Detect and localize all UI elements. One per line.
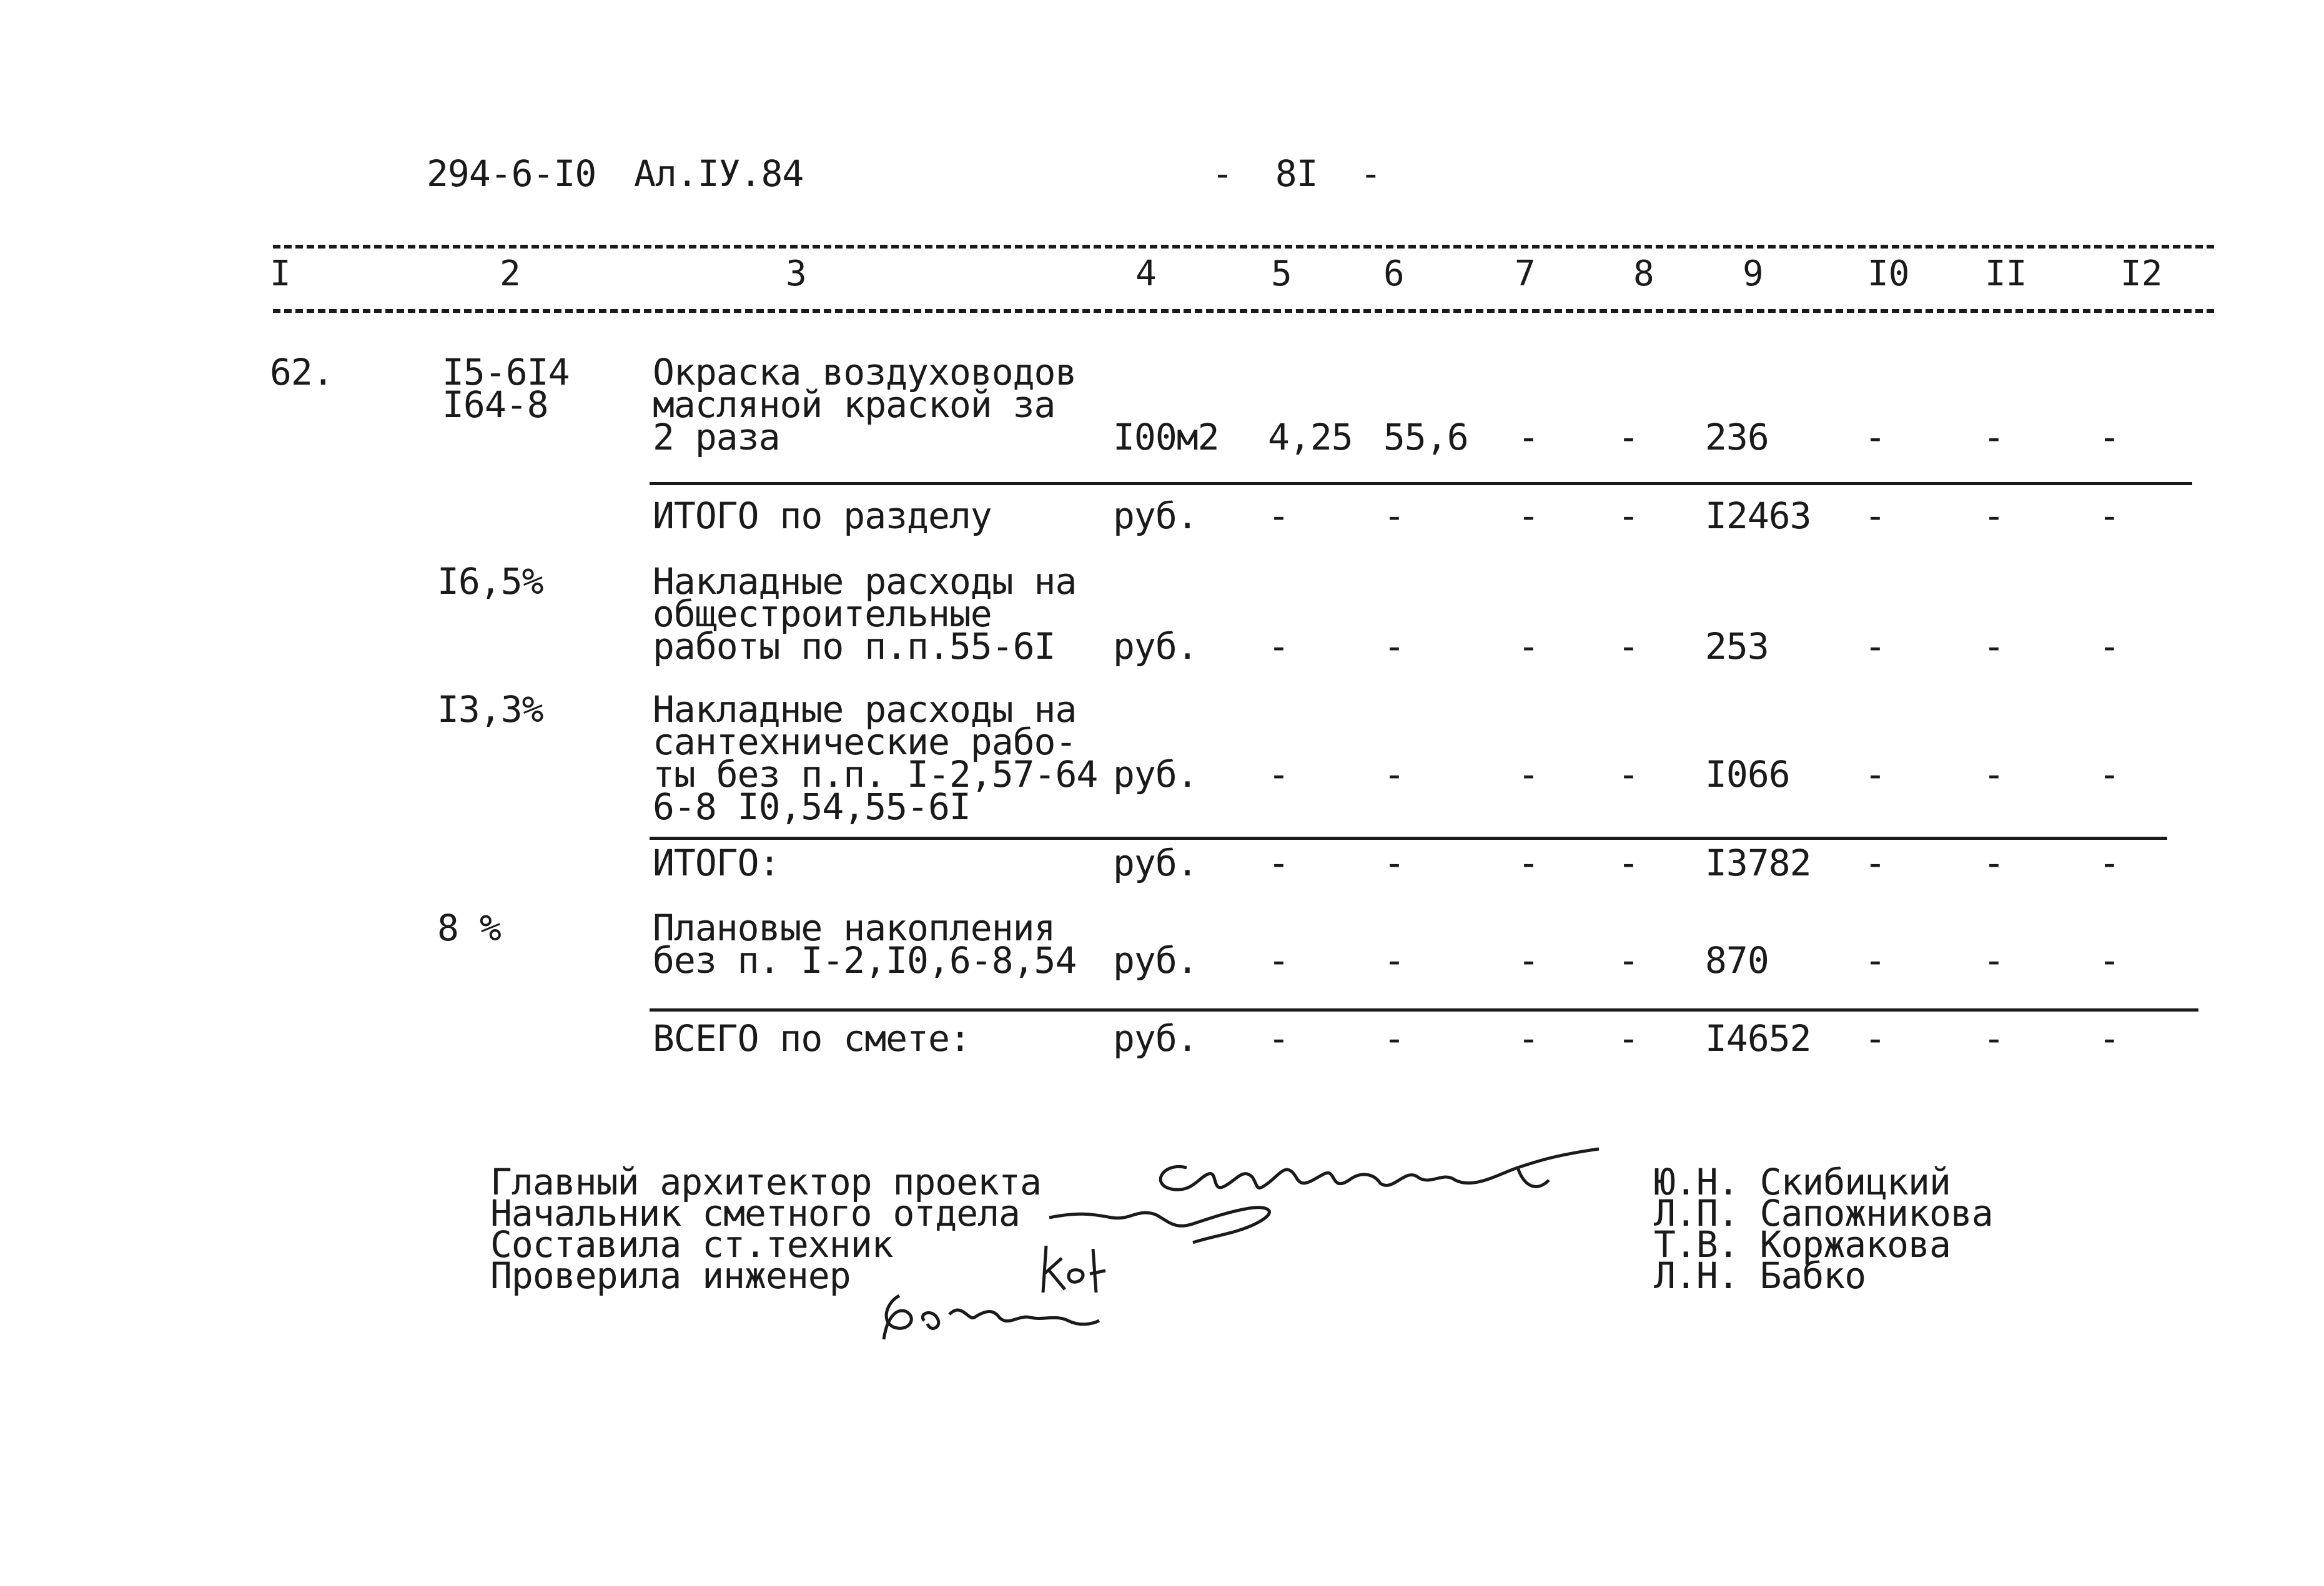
cell-12: - (2099, 416, 2120, 458)
signer-name: Л.П. Сапожникова (1654, 1192, 1993, 1234)
cell-11: - (1983, 939, 2004, 982)
cell-12: - (2099, 495, 2120, 537)
album-number: Ал.IУ.84 (634, 152, 804, 195)
cell-12: - (2099, 939, 2120, 982)
cell-8: - (1618, 753, 1639, 795)
cell-5: - (1268, 842, 1289, 884)
cell-10: - (1864, 625, 1886, 667)
cell-7: - (1518, 1017, 1539, 1060)
cell-12: - (2099, 1017, 2120, 1060)
work-description: Накладные расходы на общестроительные работы по п.п.55-6I (653, 560, 1077, 667)
cell-5: - (1268, 1017, 1289, 1060)
column-header: 8 (1633, 254, 1654, 294)
cell-6: - (1383, 625, 1405, 667)
unit: руб. (1113, 939, 1198, 982)
cell-7: - (1518, 416, 1539, 458)
cell-5: - (1268, 939, 1289, 982)
cell-8: - (1618, 416, 1639, 458)
cell-8: - (1618, 1017, 1639, 1060)
signer-name: Ю.Н. Скибицкий (1654, 1161, 1951, 1203)
cell-6: - (1383, 495, 1405, 537)
total-cost: I4652 (1705, 1017, 1811, 1060)
column-header: I2 (2120, 254, 2163, 294)
document-code: 294-6-I0 (427, 152, 596, 195)
unit: I00м2 (1113, 416, 1219, 458)
cell-11: - (1983, 416, 2004, 458)
row-number: 62. (270, 351, 334, 393)
column-header: 7 (1515, 254, 1536, 294)
cell-5: - (1268, 495, 1289, 537)
signer-role: Составила ст.техник (490, 1223, 893, 1266)
cell-8: - (1618, 495, 1639, 537)
column-header: II (1985, 254, 2027, 294)
total-cost: I3782 (1705, 842, 1811, 884)
total-cost: 870 (1705, 939, 1769, 982)
work-description: ВСЕГО по смете: (653, 1017, 971, 1060)
cell-7: - (1518, 842, 1539, 884)
unit: руб. (1113, 842, 1198, 884)
work-description: ИТОГО: (653, 842, 780, 884)
table-header-bottom-rule (273, 309, 2214, 313)
cell-5: - (1268, 625, 1289, 667)
cell-8: - (1618, 939, 1639, 982)
cell-11: - (1983, 842, 2004, 884)
cell-8: - (1618, 842, 1639, 884)
column-header: 4 (1135, 254, 1157, 294)
work-description: Плановые накопления без п. I-2,I0,6-8,54 (653, 907, 1077, 982)
unit-cost: 55,6 (1383, 416, 1468, 458)
signer-role: Главный архитектор проекта (490, 1161, 1041, 1203)
section-rule (650, 837, 2167, 840)
total-cost: 253 (1705, 625, 1769, 667)
cell-6: - (1383, 1017, 1405, 1060)
column-header: I0 (1867, 254, 1910, 294)
page-number: - 8I - (1212, 152, 1382, 195)
total-cost: I2463 (1705, 495, 1811, 537)
total-cost: 236 (1705, 416, 1769, 458)
column-header: 5 (1271, 254, 1292, 294)
cell-7: - (1518, 625, 1539, 667)
column-header: 3 (786, 254, 807, 294)
signer-role: Проверила инженер (490, 1254, 851, 1297)
cell-5: - (1268, 753, 1289, 795)
cell-8: - (1618, 625, 1639, 667)
cell-10: - (1864, 1017, 1886, 1060)
cell-12: - (2099, 842, 2120, 884)
unit: руб. (1113, 625, 1198, 667)
cell-10: - (1864, 842, 1886, 884)
work-description: ИТОГО по разделу (653, 495, 992, 537)
cell-10: - (1864, 753, 1886, 795)
column-header: 2 (500, 254, 521, 294)
column-header: 9 (1743, 254, 1764, 294)
signer-role: Начальник сметного отдела (490, 1192, 1020, 1234)
rate: 8 % (437, 907, 501, 949)
cell-10: - (1864, 416, 1886, 458)
column-header: 6 (1383, 254, 1405, 294)
unit: руб. (1113, 1017, 1198, 1060)
section-rule (650, 1008, 2198, 1012)
total-cost: I066 (1705, 753, 1790, 795)
cell-11: - (1983, 753, 2004, 795)
cell-6: - (1383, 753, 1405, 795)
cell-7: - (1518, 495, 1539, 537)
cell-10: - (1864, 495, 1886, 537)
column-header: I (270, 254, 291, 294)
table-top-rule (273, 245, 2214, 249)
norm-code: I5-6I4 I64-8 (442, 351, 570, 426)
signer-name: Т.В. Коржакова (1654, 1223, 1951, 1266)
rate: I6,5% (437, 560, 543, 603)
cell-12: - (2099, 625, 2120, 667)
cell-11: - (1983, 625, 2004, 667)
cell-10: - (1864, 939, 1886, 982)
work-description: Окраска воздуховодов масляной краской за 2 раза (653, 351, 1077, 458)
section-rule (650, 482, 2192, 485)
cell-7: - (1518, 753, 1539, 795)
work-description: Накладные расходы на сантехнические рабо- ты без п.п. I-2,57-64 6-8 I0,54,55-6I (653, 688, 1098, 828)
cell-6: - (1383, 842, 1405, 884)
signature-engineer (874, 1283, 1124, 1352)
quantity: 4,25 (1268, 416, 1353, 458)
unit: руб. (1113, 495, 1198, 537)
signer-name: Л.Н. Бабко (1654, 1254, 1866, 1297)
cell-12: - (2099, 753, 2120, 795)
cell-7: - (1518, 939, 1539, 982)
rate: I3,3% (437, 688, 543, 731)
cell-11: - (1983, 495, 2004, 537)
unit: руб. (1113, 753, 1198, 795)
cell-6: - (1383, 939, 1405, 982)
cell-11: - (1983, 1017, 2004, 1060)
